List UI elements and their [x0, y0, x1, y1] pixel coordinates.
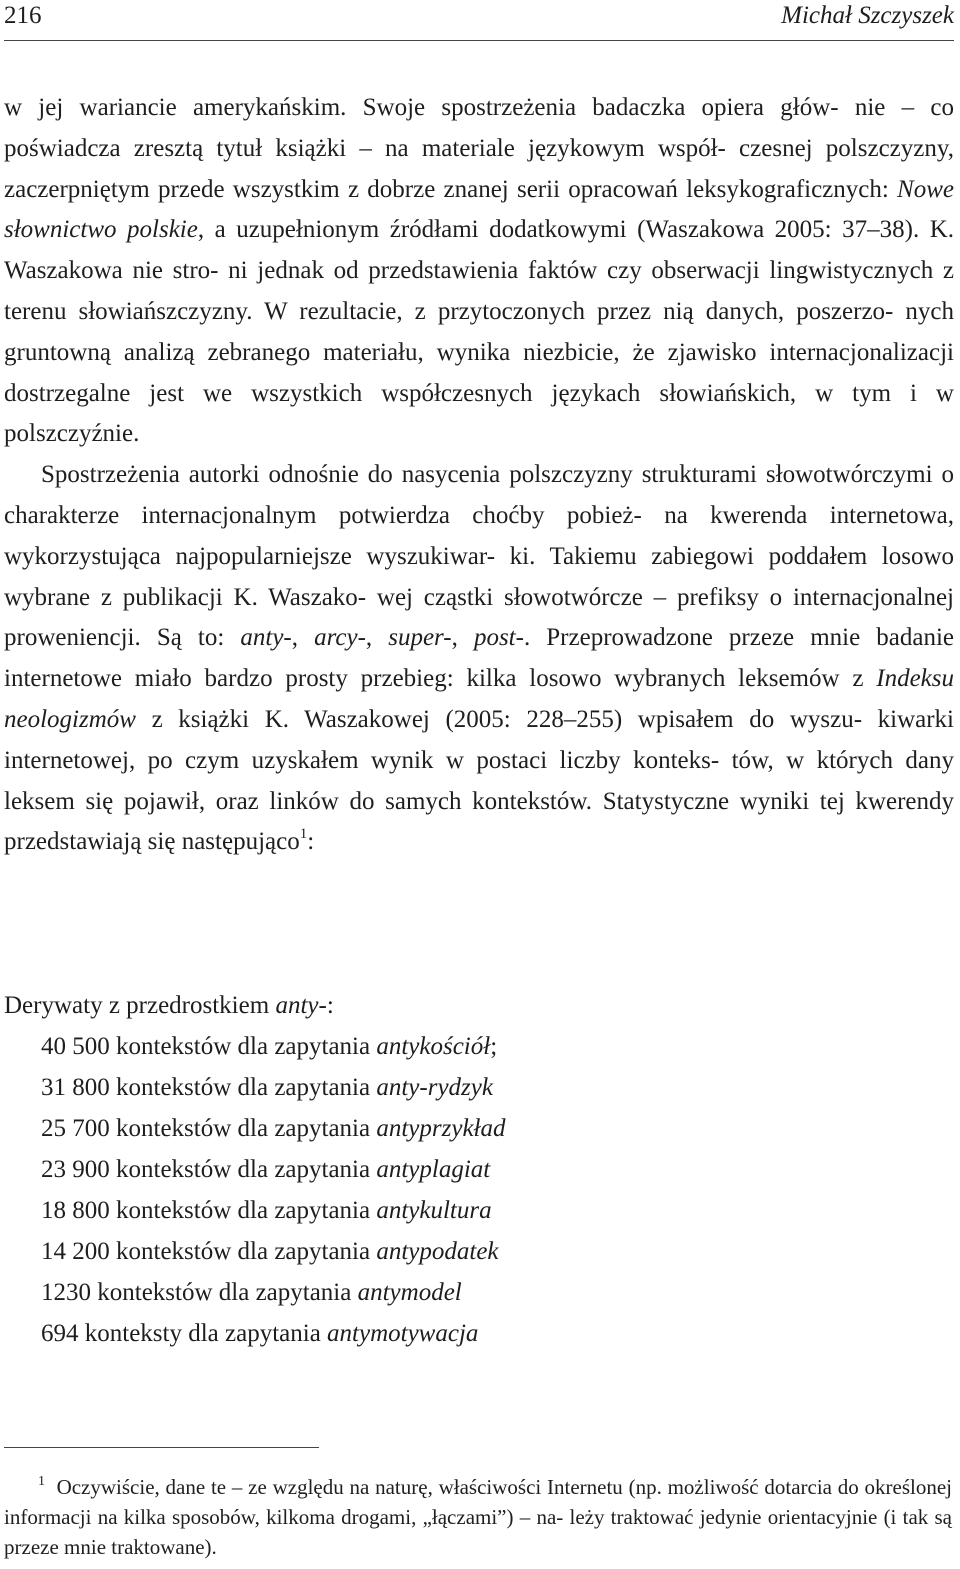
- list-item: [4, 1108, 505, 1149]
- query-term: antypodatek: [376, 1238, 499, 1265]
- prefix-term: anty-: [240, 624, 292, 652]
- text-run: . Przeprowadzone przeze mnie badanie internetowe miało bardzo prosty przebieg: kilka losowo wybranych leksemów z: [4, 624, 955, 693]
- prefix-term: arcy-: [314, 624, 366, 652]
- paragraph-2: [4, 455, 954, 863]
- body-text: [4, 88, 954, 863]
- item-end: ;: [490, 1033, 498, 1060]
- list-item: [4, 1149, 505, 1190]
- count-text: 25 700 kontekstów dla zapytania: [41, 1115, 377, 1142]
- text-run: Spostrzeżenia autorki odnośnie do nasycenia polszczyzny strukturami słowotwórczymi o charakterze internacjonalnym potwierdza choćby pobież- na kwerenda internetowa, wykorzystująca najpopularniejsze wyszukiwar- ki. Takiemu zabiegowi poddałem losowo wybrane z publikacji K. Waszako- wej cząstki słowotwórcze – prefiksy o internacjonalnej proweniencji. Są to:: [4, 461, 954, 652]
- list-item: [4, 1026, 505, 1067]
- book-title: Nowe słownictwo polskie: [4, 175, 954, 244]
- index-title: Indeksu neologizmów: [4, 665, 954, 733]
- list-item: [4, 1231, 505, 1272]
- count-text: 31 800 kontekstów dla zapytania: [41, 1074, 377, 1101]
- footnote-divider: [4, 1447, 319, 1448]
- separator: ,: [365, 624, 389, 652]
- list-item: [4, 1313, 505, 1354]
- heading-text: Derywaty z przedrostkiem: [4, 992, 276, 1019]
- prefix-term: super-: [388, 624, 452, 652]
- count-text: 14 200 kontekstów dla zapytania: [41, 1238, 377, 1265]
- query-term: antykultura: [376, 1197, 492, 1224]
- count-text: 694 konteksty dla zapytania: [41, 1320, 328, 1347]
- count-text: 23 900 kontekstów dla zapytania: [41, 1156, 377, 1183]
- paragraph-1: [4, 88, 954, 455]
- text-run: w jej wariancie amerykańskim. Swoje spostrzeżenia badaczka opiera głów- nie – co poświadcza zresztą tytuł książki – na materiale językowym współ- czesnej polszczyzny, zaczerpniętym przede wszystkim z dobrze znanej serii opracowań leksykograficznych:: [4, 94, 954, 203]
- text-run: :: [307, 828, 315, 856]
- separator: ,: [451, 624, 474, 652]
- list-item: [4, 1190, 505, 1231]
- query-term: antykościół: [376, 1033, 491, 1060]
- list-item: [4, 1272, 505, 1313]
- footnote-reference[interactable]: 1: [299, 826, 308, 843]
- derivatives-list: [4, 985, 505, 1354]
- footnote-number: 1: [38, 1474, 45, 1489]
- heading-prefix: anty-: [275, 992, 327, 1019]
- query-term: antyplagiat: [376, 1156, 491, 1183]
- running-title: Michał Szczyszek: [781, 2, 954, 29]
- count-text: 40 500 kontekstów dla zapytania: [41, 1033, 377, 1060]
- count-text: 18 800 kontekstów dla zapytania: [41, 1197, 377, 1224]
- page-header: [4, 0, 954, 41]
- page-number: 216: [4, 2, 42, 29]
- query-term: antyprzykład: [376, 1115, 506, 1142]
- text-run: z książki K. Waszakowej (2005: 228–255) wpisałem do wyszu- kiwarki internetowej, po czym uzyskałem wynik w postaci liczby konteks- tów, w których dany leksem się pojawił, oraz linków do samych kontekstów. Statystyczne wyniki tej kwerendy przedstawiają się następująco: [4, 705, 954, 856]
- query-term: antymodel: [357, 1279, 462, 1306]
- query-term: anty-rydzyk: [376, 1074, 493, 1101]
- prefix-term: post-: [473, 624, 524, 652]
- separator: ,: [291, 624, 315, 652]
- derivatives-heading: [4, 985, 505, 1026]
- heading-colon: :: [326, 992, 334, 1019]
- query-term: antymotywacja: [327, 1320, 479, 1347]
- footnote-text: Oczywiście, dane te – ze względu na naturę, właściwości Internetu (np. możliwość dotarcia do określonej informacji na kilka sposobów, kilkoma drogami, „łączami”) – na- leży traktować jedynie orientacyjnie (i tak są przeze mnie traktowane).: [4, 1475, 953, 1559]
- footnote: [4, 1472, 952, 1562]
- count-text: 1230 kontekstów dla zapytania: [41, 1279, 358, 1306]
- list-item: [4, 1067, 505, 1108]
- text-run: , a uzupełnionym źródłami dodatkowymi (Waszakowa 2005: 37–38). K. Waszakowa nie stro- ni jednak od przedstawienia faktów czy obserwacji lingwistycznych z terenu słowiańszczyzny. W rezultacie, z przytoczonych przez nią danych, poszerzo- nych gruntowną analizą zebranego materiału, wynika niezbicie, że zjawisko internacjonalizacji dostrzegalne jest we wszystkich współczesnych językach słowiańskich, w tym i w polszczyźnie.: [4, 216, 955, 448]
